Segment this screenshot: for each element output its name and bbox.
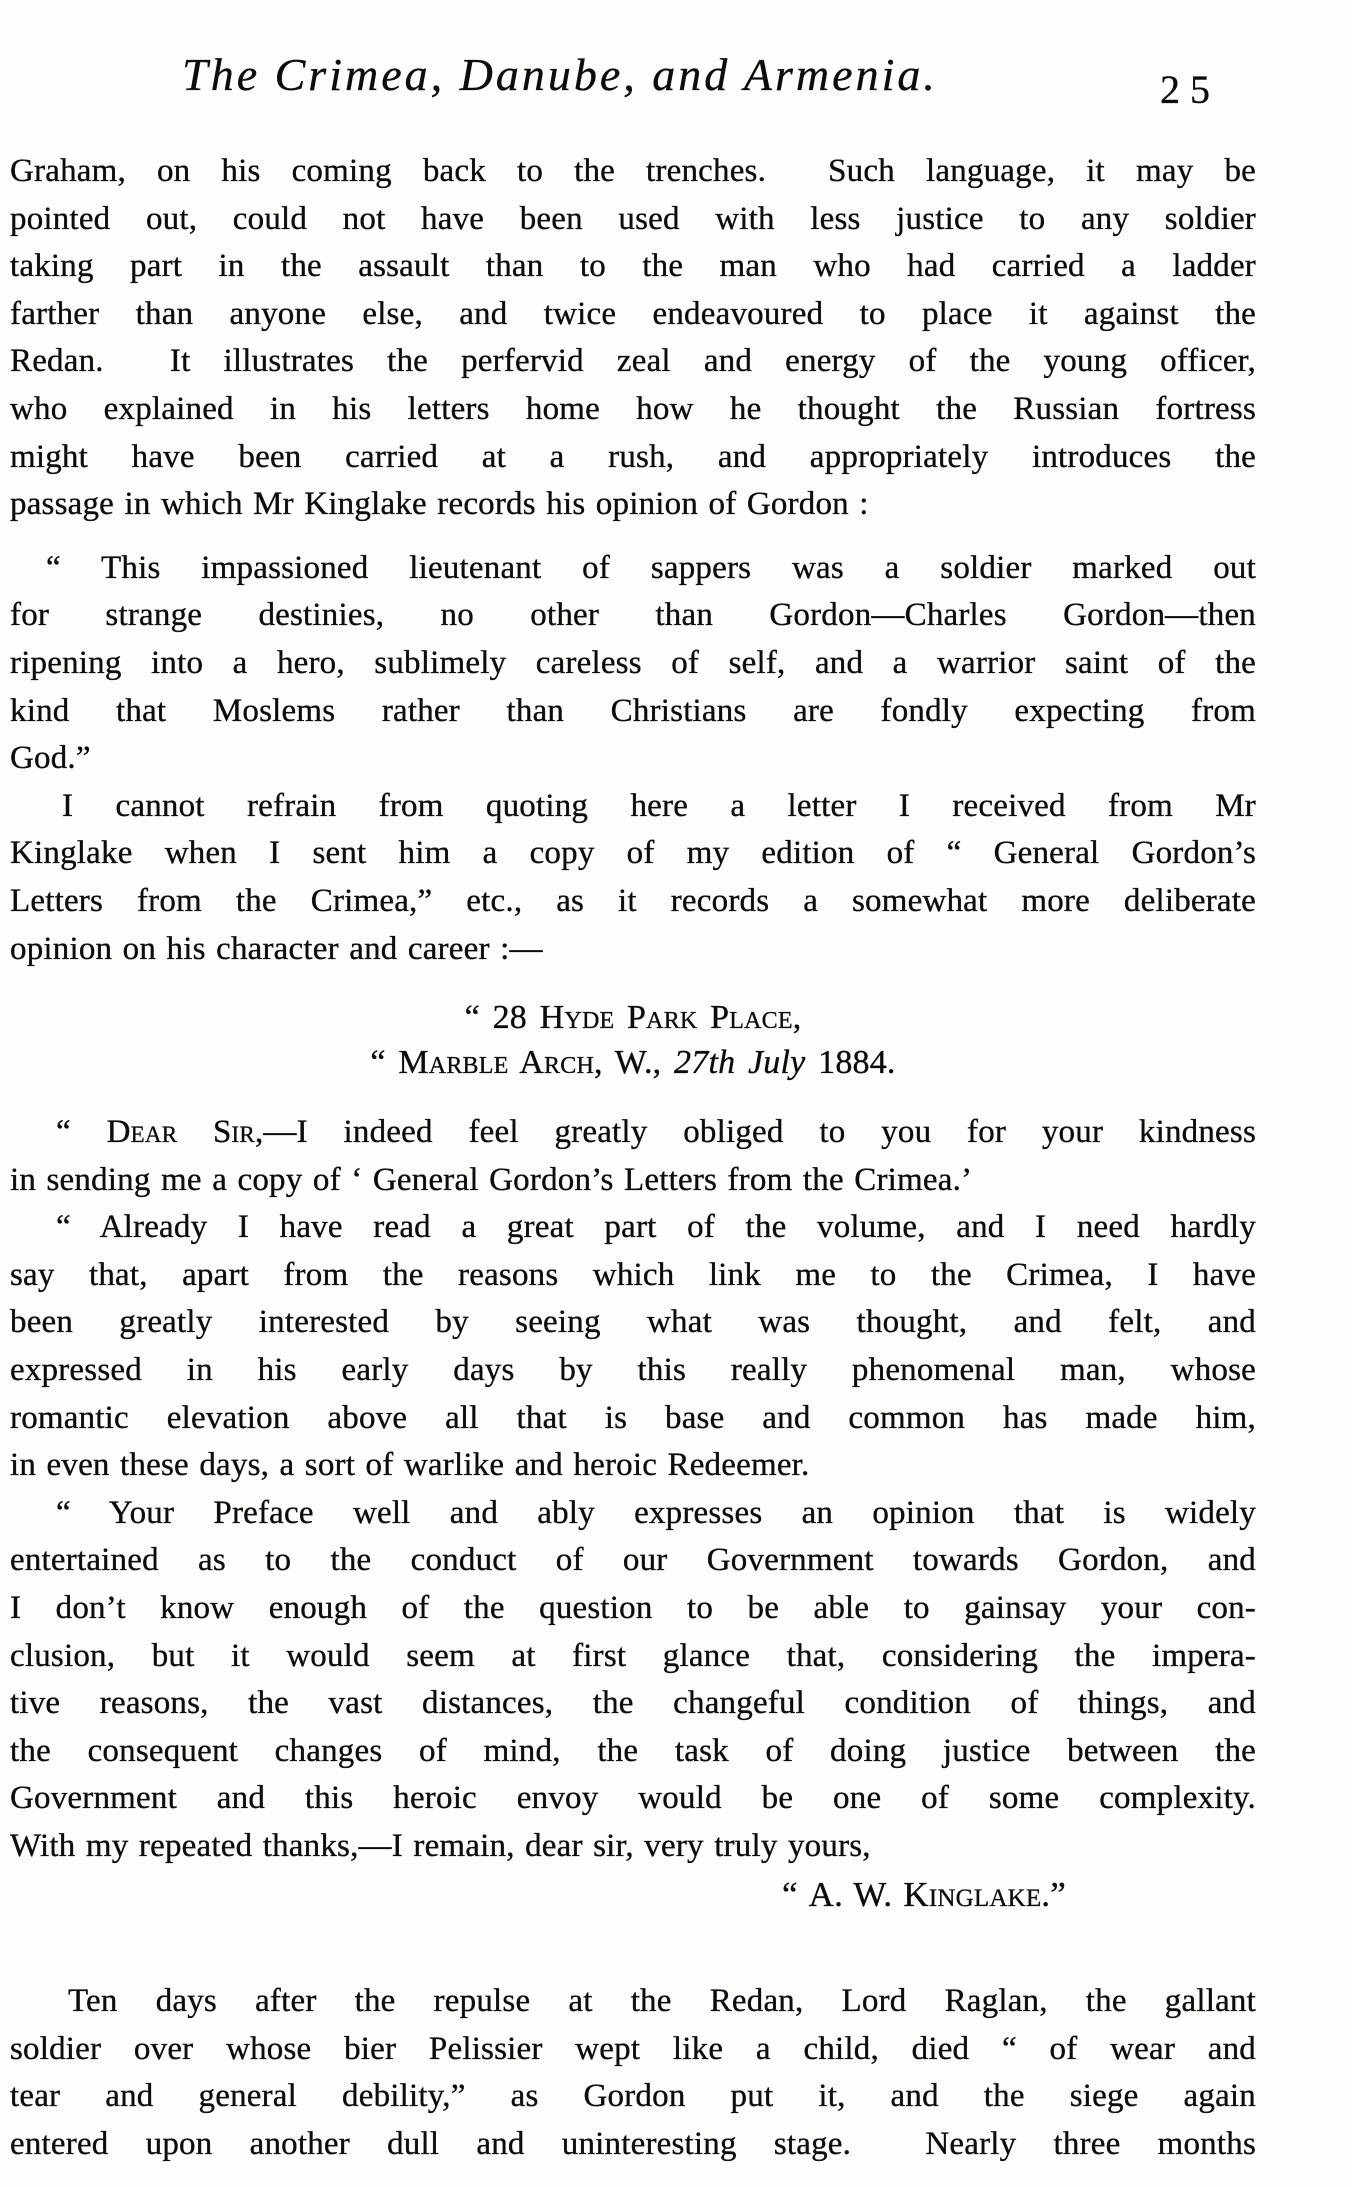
text-line: entered upon another dull and uninteresting stage. Nearly three months — [10, 2125, 1256, 2162]
text-line: passage in which Mr Kinglake records his opinion of Gordon : — [10, 486, 869, 523]
text-line: taking part in the assault than to the man who had carried a ladder — [10, 248, 1256, 285]
letter-paragraph-already — [10, 1204, 1256, 1490]
text-line: entertained as to the conduct of our Government towards Gordon, and — [10, 1542, 1256, 1579]
text-line: “ Already I have read a great part of the volume, and I need hardly — [56, 1209, 1256, 1246]
paragraph-graham — [10, 148, 1256, 529]
text-line: I cannot refrain from quoting here a letter I received from Mr — [62, 787, 1256, 824]
open-quote: “ — [781, 1874, 809, 1914]
text-line: romantic elevation above all that is base and common has made him, — [10, 1399, 1256, 1436]
text-line: expressed in his early days by this really phenomenal man, whose — [10, 1352, 1256, 1389]
text-line: Letters from the Crimea,” etc., as it records a somewhat more deliberate — [10, 882, 1256, 919]
text-line: ripening into a hero, sublimely careless of self, and a warrior saint of the — [10, 644, 1256, 681]
text-line: opinion on his character and career :— — [10, 930, 543, 967]
address-line — [10, 995, 1256, 1040]
paragraph-refrain — [10, 783, 1256, 973]
text-line: soldier over whose bier Pelissier wept like a child, died “ of wear and — [10, 2030, 1256, 2067]
open-quote: “ — [464, 999, 493, 1037]
running-header — [0, 48, 1120, 101]
letter-year: 1884. — [805, 1044, 896, 1082]
paragraph-kinglake-quote — [10, 545, 1256, 783]
text-line: in sending me a copy of ‘ General Gordon’s Letters from the Crimea.’ — [10, 1161, 973, 1198]
text-line: might have been carried at a rush, and appropriately introduces the — [10, 438, 1256, 475]
text-line: the consequent changes of mind, the task of doing justice between the — [10, 1732, 1256, 1769]
text-line: farther than anyone else, and twice endeavoured to place it against the — [10, 295, 1256, 332]
letter-paragraph-preface — [10, 1490, 1256, 1871]
text-line: Kinglake when I sent him a copy of my edition of “ General Gordon’s — [10, 835, 1256, 872]
page-title: The Crimea, Danube, and Armenia. — [182, 49, 938, 100]
text-line: Graham, on his coming back to the trenches. Such language, it may be — [10, 153, 1256, 189]
text-line: God.” — [10, 740, 91, 777]
text-line: been greatly interested by seeing what was thought, and felt, and — [10, 1304, 1256, 1341]
text-line: pointed out, could not have been used with less justice to any soldier — [10, 200, 1256, 237]
open-quote: “ — [370, 1044, 399, 1082]
letter-paragraph-salutation — [10, 1109, 1256, 1204]
address-place: 28 Hyde Park Place, — [492, 999, 802, 1037]
text-line: kind that Moslems rather than Christians are fondly expecting from — [10, 692, 1256, 729]
text-line — [10, 1109, 1256, 1157]
signature-name: A. W. Kinglake. — [808, 1874, 1051, 1914]
letter-address — [10, 995, 1256, 1085]
text-line: clusion, but it would seem at first glance that, considering the impera- — [10, 1637, 1256, 1674]
text-line: “ Your Preface well and ably expresses an opinion that is widely — [56, 1494, 1256, 1531]
page-number: 25 — [1160, 67, 1220, 112]
address-place: Marble Arch, W., — [398, 1044, 675, 1082]
text-line: With my repeated thanks,—I remain, dear sir, very truly yours, — [10, 1828, 871, 1864]
text-line: tive reasons, the vast distances, the changeful condition of things, and — [10, 1685, 1256, 1722]
letter-date: 27th July — [674, 1044, 806, 1082]
paragraph-ten-days — [10, 1978, 1256, 2168]
text-line: I don’t know enough of the question to be able to gainsay your con- — [10, 1590, 1256, 1627]
line-text: —I indeed feel greatly obliged to you for your kindness — [263, 1114, 1256, 1151]
close-quote: ” — [1050, 1874, 1066, 1914]
open-quote: “ — [56, 1114, 107, 1151]
salutation: Dear Sir, — [106, 1114, 264, 1151]
text-column — [10, 148, 1256, 2169]
text-line: for strange destinies, no other than Gordon—Charles Gordon—then — [10, 597, 1256, 634]
text-line: tear and general debility,” as Gordon put it, and the siege again — [10, 2078, 1256, 2115]
text-line: Redan. It illustrates the perfervid zeal and energy of the young officer, — [10, 343, 1256, 380]
text-line: “ This impassioned lieutenant of sappers was a soldier marked out — [46, 549, 1256, 586]
text-line: who explained in his letters home how he thought the Russian fortress — [10, 390, 1256, 427]
text-line: say that, apart from the reasons which link me to the Crimea, I have — [10, 1256, 1256, 1293]
text-line: Government and this heroic envoy would be one of some complexity. — [10, 1780, 1256, 1817]
text-line: in even these days, a sort of warlike and heroic Redeemer. — [10, 1447, 810, 1484]
address-line — [10, 1040, 1256, 1085]
signature-line — [10, 1871, 1256, 1919]
text-line: Ten days after the repulse at the Redan, Lord Raglan, the gallant — [68, 1983, 1256, 2020]
